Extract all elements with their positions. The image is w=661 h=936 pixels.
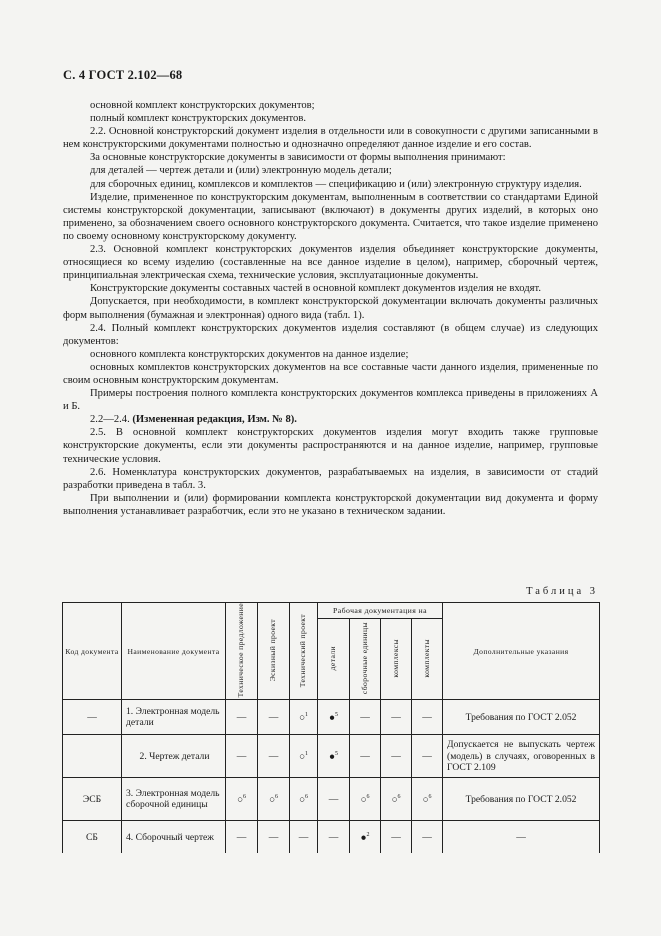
cell-tech-project: ○$^6$ xyxy=(290,778,318,821)
paragraph: для деталей — чертеж детали и (или) электронную модель детали; xyxy=(90,165,392,177)
table-row xyxy=(63,778,600,821)
paragraph: основного комплекта конструкторских документов на данное изделие; xyxy=(90,348,409,360)
cell-assembly: ●$^2$ xyxy=(350,821,381,854)
cell-assembly: — xyxy=(350,700,381,735)
cell-name: 2. Чертеж детали xyxy=(122,735,226,778)
amendment-label: (Измененная редакция, Изм. № 8). xyxy=(132,414,297,426)
cell-code: ЭСБ xyxy=(63,778,122,821)
cell-details: — xyxy=(318,821,350,854)
cell-name: 1. Электронная модель детали xyxy=(122,700,226,735)
paragraph: 2.3. Основной комплект конструкторских документов изделия объединяет конструкторские документы, относящиеся ко всему изделию (составленные на все данное изделие в целом), например, сборочный чертеж, принципиальная электрическая схема, технические условия, эксплуатационные документы. xyxy=(63,244,598,282)
table-row xyxy=(63,821,600,854)
header-assembly-units: сборочные единицы xyxy=(350,619,381,700)
paragraph: основной комплект конструкторских документов; xyxy=(90,100,315,111)
paragraph: Конструкторские документы составных частей в основной комплект документов изделия не входят. xyxy=(90,283,541,295)
cell-draft: — xyxy=(258,700,290,735)
cell-kits: — xyxy=(412,821,443,854)
cell-kits: — xyxy=(412,735,443,778)
documents-table xyxy=(62,602,600,853)
cell-tech-project: ○$^1$ xyxy=(290,700,318,735)
cell-assembly: — xyxy=(350,735,381,778)
cell-complexes: — xyxy=(381,735,412,778)
cell-details: ●$^5$ xyxy=(318,700,350,735)
header-code: Код документа xyxy=(63,603,122,700)
cell-tech-proposal: — xyxy=(226,735,258,778)
paragraph: При выполнении и (или) формировании комплекта конструкторской документации вид документа и форму выполнения устанавливает разработчик, если это не указано в техническом задании. xyxy=(63,492,598,517)
paragraph: для сборочных единиц, комплексов и комплектов — спецификацию и (или) электронную структуру изделия. xyxy=(90,178,582,190)
cell-tech-proposal: — xyxy=(226,700,258,735)
cell-note: Требования по ГОСТ 2.052 xyxy=(443,700,600,735)
cell-tech-proposal: ○$^6$ xyxy=(226,778,258,821)
cell-complexes: ○$^6$ xyxy=(381,778,412,821)
cell-complexes: — xyxy=(381,821,412,854)
paragraph: 2.6. Номенклатура конструкторских документов, разрабатываемых на изделия, в зависимости от стадий разработки приведена в табл. 3. xyxy=(63,466,598,491)
cell-draft: — xyxy=(258,735,290,778)
table-row xyxy=(63,700,600,735)
header-draft-project: Эскизный проект xyxy=(258,603,290,700)
header-name: Наименование документа xyxy=(122,603,226,700)
cell-name: 4. Сборочный чертеж xyxy=(122,821,226,854)
amendment-range: 2.2—2.4. xyxy=(90,414,130,426)
cell-code: — xyxy=(63,700,122,735)
cell-details: ●$^5$ xyxy=(318,735,350,778)
header-kits: комплекты xyxy=(412,619,443,700)
header-tech-project: Технический проект xyxy=(290,603,318,700)
cell-note: Допускается не выпускать чертеж (модель) в случаях, оговоренных в ГОСТ 2.109 xyxy=(443,735,600,778)
cell-tech-project: — xyxy=(290,821,318,854)
header-notes: Дополнительные указания xyxy=(443,603,600,700)
body-text xyxy=(63,99,598,518)
paragraph: Примеры построения полного комплекта конструкторских документов комплекса приведены в приложениях А и Б. xyxy=(63,388,598,413)
cell-kits: ○$^6$ xyxy=(412,778,443,821)
cell-name: 3. Электронная модель сборочной единицы xyxy=(122,778,226,821)
cell-code xyxy=(63,735,122,778)
cell-complexes: — xyxy=(381,700,412,735)
cell-details: — xyxy=(318,778,350,821)
cell-note: Требования по ГОСТ 2.052 xyxy=(443,778,600,821)
paragraph: 2.5. В основной комплект конструкторских документов изделия могут входить также групповые конструкторские документы, если эти документы распространяются и на данное изделие, например, групповые технические условия. xyxy=(63,427,598,465)
table-row xyxy=(63,735,600,778)
paragraph: основных комплектов конструкторских документов на все составные части данного изделия, примененные по своим основным конструкторским документам. xyxy=(63,361,598,386)
cell-tech-project: ○$^1$ xyxy=(290,735,318,778)
cell-tech-proposal: — xyxy=(226,821,258,854)
paragraph: 2.2. Основной конструкторский документ изделия в отдельности или в совокупности с другими записанными в нем конструкторскими документами полностью и однозначно определяют данное изделие и его состав. xyxy=(63,126,598,151)
cell-note: — xyxy=(443,821,600,854)
paragraph: Изделие, примененное по конструкторским документам, выполненным в соответствии со стандартами Единой системы конструкторской документации, записывают (включают) в документы других изделий, в которых оно применено, за обозначением своего основного конструкторского документа. Считается, что такое изделие применено по своему основному конструкторскому документу. xyxy=(63,191,598,242)
header-working-docs: Рабочая документация на xyxy=(318,603,443,619)
paragraph: Допускается, при необходимости, в комплект конструкторской документации включать документы различных форм выполнения (бумажная и электронная) одного вида (табл. 1). xyxy=(63,296,598,321)
header-complexes: комплексы xyxy=(381,619,412,700)
page-header: С. 4 ГОСТ 2.102—68 xyxy=(63,68,183,82)
cell-draft: ○$^6$ xyxy=(258,778,290,821)
paragraph: 2.4. Полный комплект конструкторских документов изделия составляют (в общем случае) из следующих документов: xyxy=(63,322,598,347)
cell-code: СБ xyxy=(63,821,122,854)
amendment-note xyxy=(63,413,598,426)
cell-assembly: ○$^6$ xyxy=(350,778,381,821)
header-details: детали xyxy=(318,619,350,700)
paragraph: За основные конструкторские документы в зависимости от формы выполнения принимают: xyxy=(90,152,506,164)
table-title: Таблица 3 xyxy=(526,586,598,597)
cell-draft: — xyxy=(258,821,290,854)
paragraph: полный комплект конструкторских документов. xyxy=(90,113,306,125)
header-tech-proposal: Техническое предложение xyxy=(226,603,258,700)
cell-kits: — xyxy=(412,700,443,735)
